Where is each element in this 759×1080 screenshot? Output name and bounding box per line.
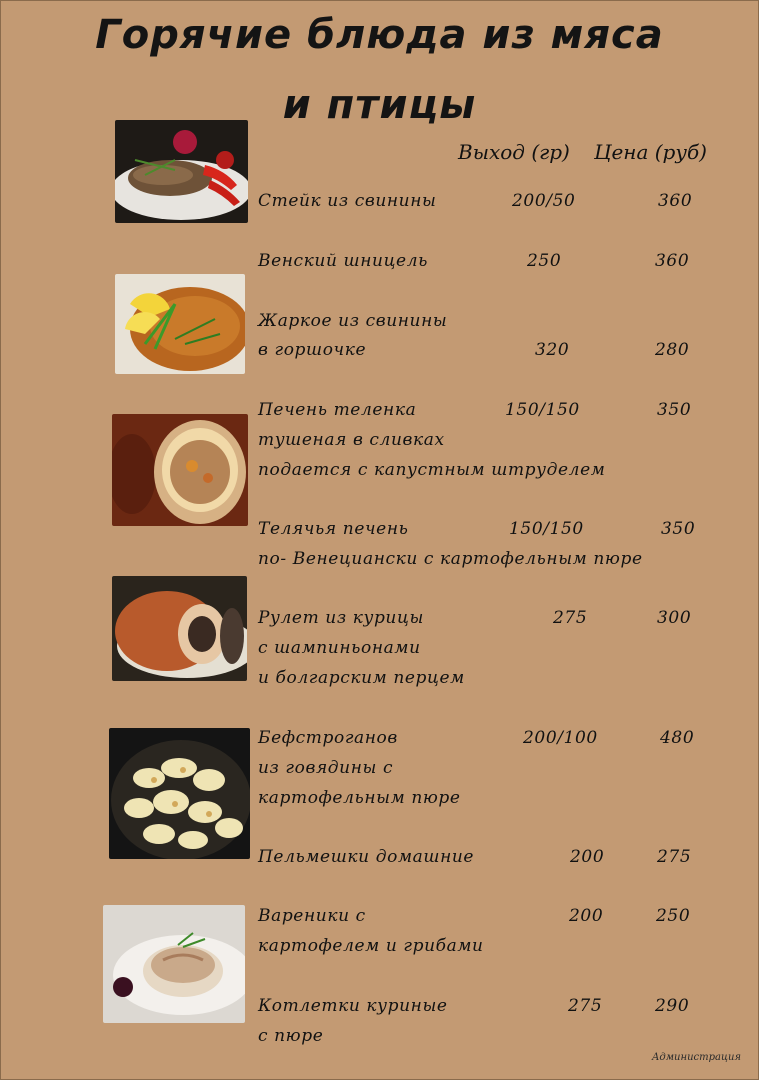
item-9-name-line2: картофелем и грибами: [258, 936, 484, 956]
schnitzel-photo: [115, 274, 245, 374]
item-10-weight: 275: [568, 996, 603, 1016]
menu-title-line2: и птицы: [282, 82, 477, 128]
item-5-name-line1: Телячья печень: [258, 519, 409, 539]
item-9-name-line1: Вареники с: [258, 906, 366, 926]
item-2-weight: 250: [527, 251, 562, 271]
item-10-price: 290: [655, 996, 690, 1016]
footer-signature: Администрация: [651, 1052, 741, 1063]
item-7-name-line3: картофельным пюре: [258, 788, 461, 808]
item-7-price: 480: [660, 728, 695, 748]
item-6-price: 300: [657, 608, 692, 628]
item-5-name-line2: по- Венециански с картофельным пюре: [258, 549, 643, 569]
item-1-price: 360: [658, 191, 693, 211]
weight-column-header: Выход (гр): [458, 140, 570, 164]
item-10-name-line1: Котлетки куриные: [258, 996, 448, 1016]
item-6-name-line1: Рулет из курицы: [258, 608, 424, 628]
cutlets-photo: [103, 905, 245, 1023]
item-8-name: Пельмешки домашние: [258, 847, 475, 867]
item-4-weight: 150/150: [505, 400, 580, 420]
item-3-name-line2: в горшочке: [258, 340, 367, 360]
item-6-weight: 275: [553, 608, 588, 628]
item-4-name-line2: тушеная в сливках: [258, 430, 445, 450]
item-4-name-line3: подается с капустным штруделем: [258, 460, 606, 480]
item-4-price: 350: [657, 400, 692, 420]
item-2-price: 360: [655, 251, 690, 271]
item-8-weight: 200: [570, 847, 605, 867]
menu-title-line1: Горячие блюда из мяса: [95, 12, 664, 58]
item-8-price: 275: [657, 847, 692, 867]
item-2-name: Венский шницель: [258, 251, 428, 271]
item-3-name-line1: Жаркое из свинины: [258, 311, 448, 331]
price-column-header: Цена (руб): [594, 140, 707, 164]
pot-roast-photo: [112, 414, 248, 526]
item-1-name: Стейк из свинины: [258, 191, 437, 211]
item-5-weight: 150/150: [509, 519, 584, 539]
item-9-price: 250: [656, 906, 691, 926]
item-7-name-line1: Бефстроганов: [258, 728, 398, 748]
item-1-weight: 200/50: [512, 191, 576, 211]
steak-photo: [115, 120, 248, 223]
item-7-weight: 200/100: [523, 728, 598, 748]
item-3-price: 280: [655, 340, 690, 360]
item-6-name-line2: с шампиньонами: [258, 638, 421, 658]
chicken-roll-photo: [112, 576, 247, 681]
item-3-weight: 320: [535, 340, 570, 360]
stroganoff-photo: [109, 728, 250, 859]
item-10-name-line2: с пюре: [258, 1026, 324, 1046]
item-6-name-line3: и болгарским перцем: [258, 668, 465, 688]
item-9-weight: 200: [569, 906, 604, 926]
item-7-name-line2: из говядины с: [258, 758, 394, 778]
item-5-price: 350: [661, 519, 696, 539]
item-4-name-line1: Печень теленка: [258, 400, 417, 420]
